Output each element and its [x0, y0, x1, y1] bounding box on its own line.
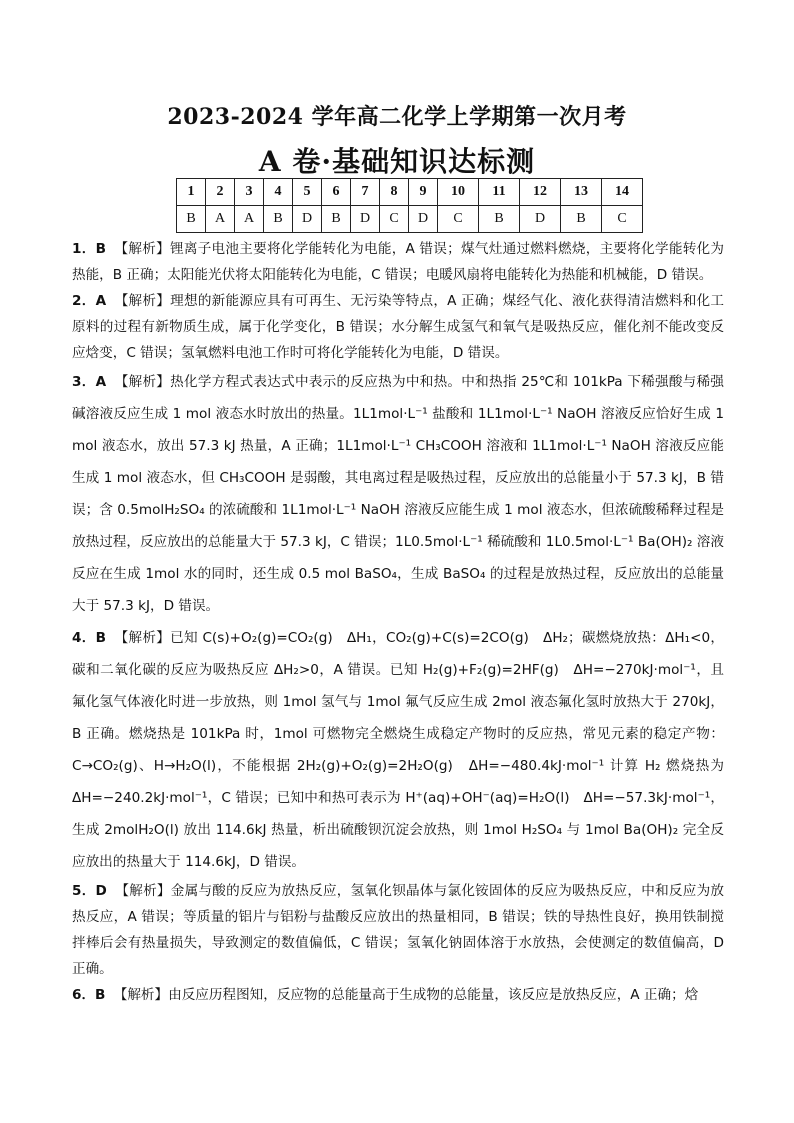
question-number: 4 [264, 179, 293, 206]
solution-label: 2．A [72, 293, 107, 309]
solution-text: 由反应历程图知，反应物的总能量高于生成物的总能量，该反应是放热反应，A 正确；焓 [168, 987, 699, 1003]
question-number: 3 [235, 179, 264, 206]
answer-table [176, 178, 643, 233]
answer-cell: A [206, 206, 235, 233]
solution-label: 1．B [72, 241, 106, 257]
solution-paragraph [72, 288, 724, 366]
question-number: 8 [380, 179, 409, 206]
exam-subtitle: A 卷·基础知识达标测 [258, 145, 536, 178]
question-number: 11 [479, 179, 520, 206]
solution-label: 6．B [72, 987, 106, 1003]
answer-cell: B [322, 206, 351, 233]
solution-paragraph [72, 878, 724, 982]
answer-cell: D [520, 206, 561, 233]
answer-cell: C [438, 206, 479, 233]
solution-tag: 【解析】 [114, 374, 171, 390]
solutions-body [72, 236, 724, 1008]
solution-label: 4．B [72, 630, 106, 646]
solution-paragraph [72, 366, 724, 622]
answer-cell: C [602, 206, 643, 233]
answer-cell: D [409, 206, 438, 233]
question-number: 14 [602, 179, 643, 206]
question-number: 7 [351, 179, 380, 206]
question-number: 6 [322, 179, 351, 206]
answer-table-header-row [177, 179, 643, 206]
answer-cell: A [235, 206, 264, 233]
solution-tag: 【解析】 [115, 883, 171, 899]
answer-cell: B [561, 206, 602, 233]
solution-text: 已知 C(s)+O₂(g)=CO₂(g) ΔH₁，CO₂(g)+C(s)=2CO(g) ΔH₂；碳燃烧放热：ΔH₁<0，碳和二氧化碳的反应为吸热反应 ΔH₂>0，A 错误。已知 H₂(g)+F₂(g)=2HF(g) ΔH=−270kJ·mol⁻¹，且氟化氢气体液化时进一步放热，则 1mol 氢气与 1mol 氟气反应生成 2mol 液态氟化氢时放热大于 270kJ，B 正确。燃烧热是 101kPa 时，1mol 可燃物完全燃烧生成稳定产物时的反应热，常见元素的稳定产物：C→CO₂(g)、H→H₂O(l)，不能根据 2H₂(g)+O₂(g)=2H₂O(g) ΔH=−480.4kJ·mol⁻¹ 计算 H₂ 燃烧热为 ΔH=−240.2kJ·mol⁻¹，C 错误；已知中和热可表示为 H⁺(aq)+OH⁻(aq)=H₂O(l) ΔH=−57.3kJ·mol⁻¹，生成 2molH₂O(l) 放出 114.6kJ 热量，析出硫酸钡沉淀会放热，则 1mol H₂SO₄ 与 1mol Ba(OH)₂ 完全反应放出的热量大于 114.6kJ，D 错误。 [72, 630, 724, 870]
question-number: 9 [409, 179, 438, 206]
question-number: 5 [293, 179, 322, 206]
answer-cell: D [351, 206, 380, 233]
solution-tag: 【解析】 [113, 987, 169, 1003]
answer-cell: B [264, 206, 293, 233]
answer-cell: D [293, 206, 322, 233]
answer-cell: C [380, 206, 409, 233]
question-number: 12 [520, 179, 561, 206]
question-number: 10 [438, 179, 479, 206]
solution-paragraph [72, 622, 724, 878]
exam-title: 2023-2024 学年高二化学上学期第一次月考 [167, 104, 627, 130]
solution-text: 锂离子电池主要将化学能转化为电能，A 错误；煤气灶通过燃料燃烧，主要将化学能转化为热能，B 正确；太阳能光伏将太阳能转化为电能，C 错误；电暖风扇将电能转化为热能和机械能，D 错误。 [72, 241, 725, 283]
answer-table-answer-row [177, 206, 643, 233]
solution-paragraph [72, 236, 724, 288]
question-number: 13 [561, 179, 602, 206]
solution-text: 热化学方程式表达式中表示的反应热为中和热。中和热指 25℃和 101kPa 下稀强酸与稀强碱溶液反应生成 1 mol 液态水时放出的热量。1L1mol·L⁻¹ 盐酸和 1L1mol·L⁻¹ NaOH 溶液反应恰好生成 1 mol 液态水，放出 57.3 kJ 热量，A 正确；1L1mol·L⁻¹ CH₃COOH 溶液和 1L1mol·L⁻¹ NaOH 溶液反应能生成 1 mol 液态水，但 CH₃COOH 是弱酸，其电离过程是吸热过程，反应放出的总能量小于 57.3 kJ，B 错误；含 0.5molH₂SO₄ 的浓硫酸和 1L1mol·L⁻¹ NaOH 溶液反应能生成 1 mol 液态水，但浓硫酸稀释过程是放热过程，反应放出的总能量大于 57.3 kJ，C 错误；1L0.5mol·L⁻¹ 稀硫酸和 1L0.5mol·L⁻¹ Ba(OH)₂ 溶液反应在生成 1mol 水的同时，还生成 0.5 mol BaSO₄，生成 BaSO₄ 的过程是放热过程，反应放出的总能量大于 57.3 kJ，D 错误。 [72, 374, 724, 614]
solution-text: 理想的新能源应具有可再生、无污染等特点，A 正确；煤经气化、液化获得清洁燃料和化工原料的过程有新物质生成，属于化学变化，B 错误；水分解生成氢气和氧气是吸热反应，催化剂不能改变反应焓变，C 错误；氢氧燃料电池工作时可将化学能转化为电能，D 错误。 [72, 293, 725, 361]
solution-tag: 【解析】 [114, 293, 171, 309]
solution-label: 5．D [72, 883, 107, 899]
solution-label: 3．A [72, 374, 107, 390]
question-number: 1 [177, 179, 206, 206]
question-number: 2 [206, 179, 235, 206]
solution-tag: 【解析】 [114, 630, 171, 646]
solution-tag: 【解析】 [114, 241, 170, 257]
solution-text: 金属与酸的反应为放热反应，氢氧化钡晶体与氯化铵固体的反应为吸热反应，中和反应为放热反应，A 错误；等质量的铝片与铝粉与盐酸反应放出的热量相同，B 错误；铁的导热性良好，换用铁制搅拌棒后会有热量损失，导致测定的数值偏低，C 错误；氢氧化钠固体溶于水放热，会使测定的数值偏高，D 正确。 [72, 883, 725, 977]
solution-paragraph [72, 982, 724, 1008]
answer-cell: B [177, 206, 206, 233]
answer-cell: B [479, 206, 520, 233]
